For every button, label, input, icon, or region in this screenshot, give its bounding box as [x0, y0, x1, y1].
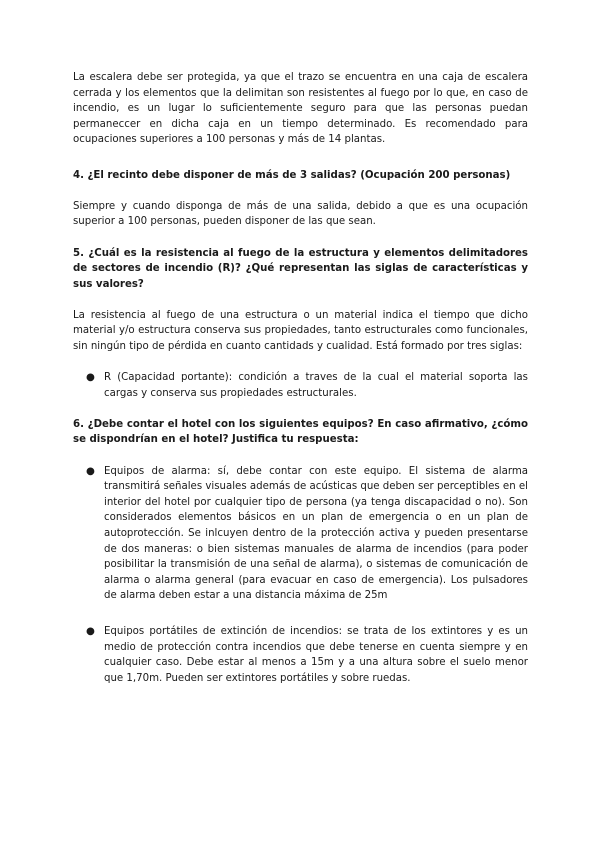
question-6: 6. ¿Debe contar el hotel con los siguientes equipos? En caso afirmativo, ¿cómo se dispondrían en el hotel? Justifica tu respuesta:	[73, 418, 528, 446]
bullet-icon: ●	[86, 465, 95, 477]
intro-paragraph: La escalera debe ser protegida, ya que el trazo se encuentra en una caja de escalera cerrada y los elementos que la delimitan son resistentes al fuego por lo que, en caso de incendio, es un lugar lo suficientemente seguro para que las personas puedan permaneccer en dicha caja en un tiempo determinado. Es recomendado para ocupaciones superiores a 100 personas y más de 14 plantas.	[73, 72, 528, 146]
bullet-text-alarma: Equipos de alarma: sí, debe contar con este equipo. El sistema de alarma transmitirá señales visuales además de acústicas que deben ser perceptibles en el interior del hotel por cualquier tipo de persona (ya tenga discapacidad o no). Son considerados elementos básicos en un plan de emergencia o en un plan de autoprotección. Se inlcuyen dentro de la protección activa y pueden presentarse de dos maneras: o bien sistemas manuales de alarma de incendios (para poder posibilitar la transmisión de una señal de alarma), o sistemas de comunicación de alarma o alarma general (para evacuar en caso de emergencia). Los pulsadores de alarma deben estar a una distancia máxima de 25m	[104, 465, 528, 602]
answer-5: La resistencia al fuego de una estructura o un material indica el tiempo que dicho material y/o estructura conserva sus propiedades, tanto estructurales como funcionales, sin ningún tipo de pérdida en cuanto cantidads y cualidad. Está formado por tres siglas:	[73, 309, 528, 352]
document-page	[73, 70, 528, 686]
list-item	[73, 624, 528, 686]
bullet-text-r: R (Capacidad portante): condición a traves de la cual el material soporta las cargas y conserva sus propiedades estructurales.	[104, 372, 528, 399]
answer-4: Siempre y cuando disponga de más de una salida, debido a que es una ocupación superior a 100 personas, pueden disponer de las que sean.	[73, 200, 528, 228]
bullet-icon: ●	[86, 372, 95, 384]
question-5: 5. ¿Cuál es la resistencia al fuego de la estructura y elementos delimitadores de sectores de incendio (R)? ¿Qué representan las siglas de características y sus valores?	[73, 247, 528, 290]
list-item	[73, 370, 528, 401]
bullet-icon: ●	[86, 626, 95, 638]
question-4: 4. ¿El recinto debe disponer de más de 3 salidas? (Ocupación 200 personas)	[73, 169, 511, 181]
list-item	[73, 464, 528, 604]
bullet-text-extintores: Equipos portátiles de extinción de incendios: se trata de los extintores y es un medio de protección contra incendios que debe tenerse en cuenta siempre y en cualquier caso. Debe estar al menos a 15m y a una altura sobre el suelo menor que 1,70m. Pueden ser extintores portátiles y sobre ruedas.	[104, 626, 528, 684]
